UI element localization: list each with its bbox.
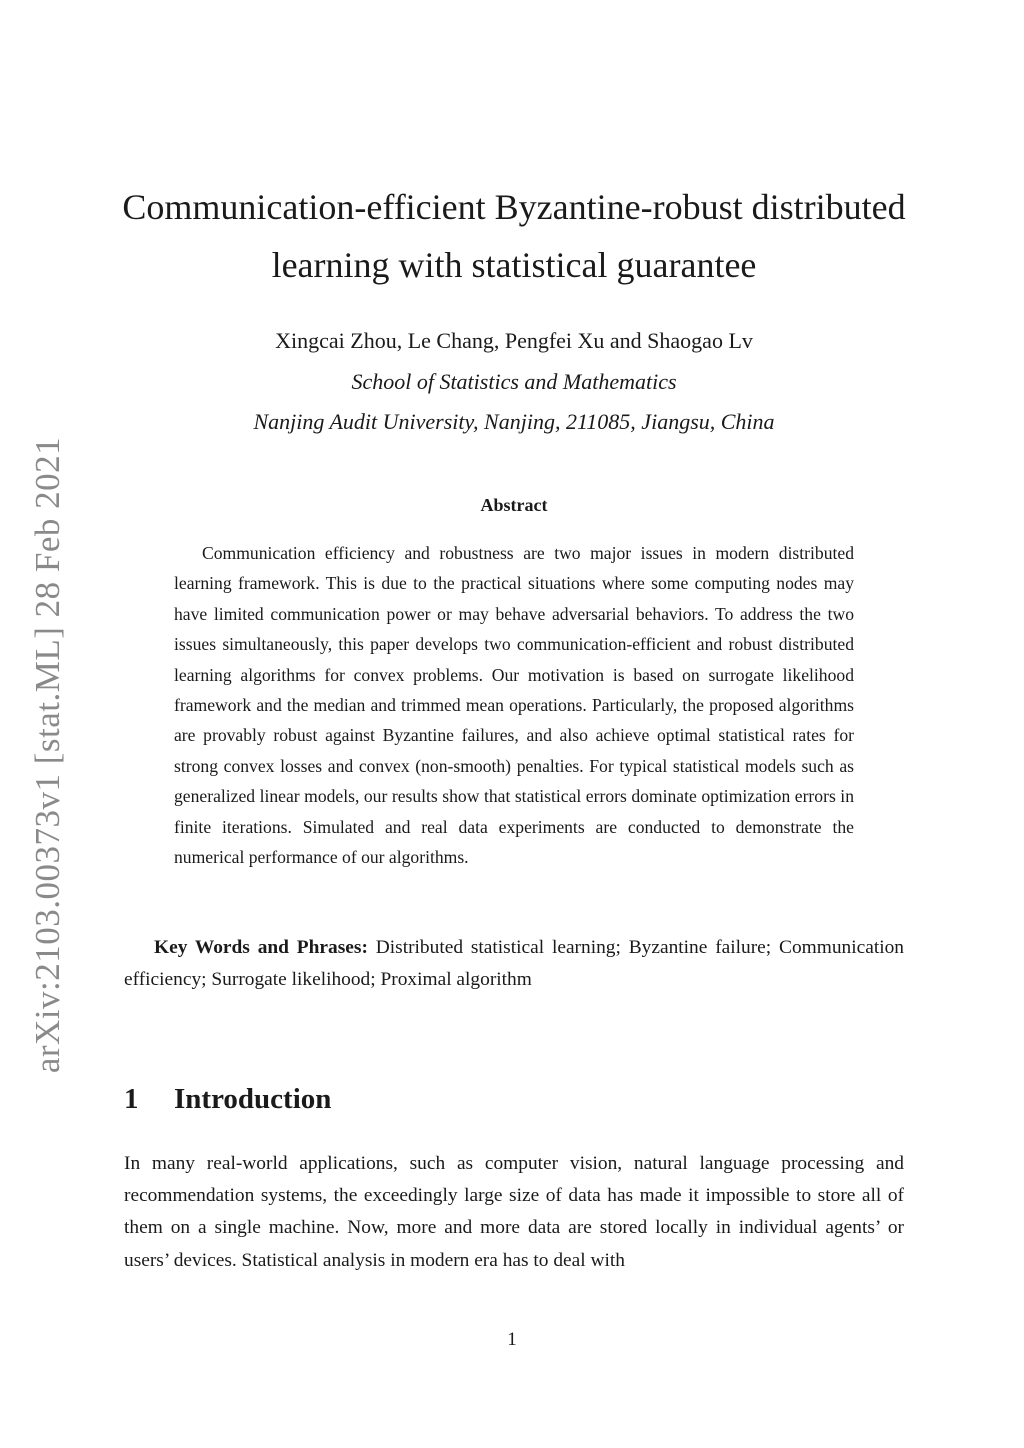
affiliation-department: School of Statistics and Mathematics <box>351 369 677 394</box>
page-number: 1 <box>507 1329 517 1350</box>
abstract-text: Communication efficiency and robustness are two major issues in modern distributed learning framework. This is due to the practical situations where some computing nodes may have limited communication power or may behave adversarial behaviors. To address the two issues simultaneously, this paper develops two communication-efficient and robust distributed learning algorithms for convex problems. Our motivation is based on surrogate likelihood framework and the median and trimmed mean operations. Particularly, the proposed algorithms are provably robust against Byzantine failures, and also achieve optimal statistical rates for strong convex losses and convex (non-smooth) penalties. For typical statistical models such as generalized linear models, our results show that statistical errors dominate optimization errors in finite iterations. Simulated and real data experiments are conducted to demonstrate the numerical performance of our algorithms. <box>174 543 854 868</box>
abstract-heading: Abstract <box>480 495 548 515</box>
paper-title: Communication-efficient Byzantine-robust distributed learning with statistical guarantee <box>122 187 906 285</box>
section-number: 1 <box>124 1083 139 1115</box>
section-title: Introduction <box>174 1083 332 1115</box>
introduction-paragraph: In many real-world applications, such as computer vision, natural language processing and recommendation systems, the exceedingly large size of data has made it impossible to store all of them on a single machine. Now, more and more data are stored locally in individual agents’ or users’ devices. Statistical analysis in modern era has to deal with <box>124 1153 904 1271</box>
keywords-label: Key Words and Phrases: <box>154 937 368 958</box>
affiliation-university: Nanjing Audit University, Nanjing, 211085, Jiangsu, China <box>253 409 775 434</box>
keywords-paragraph <box>124 932 904 996</box>
arxiv-identifier-stamp[interactable]: arXiv:2103.00373v1 [stat.ML] 28 Feb 2021 <box>28 436 67 1074</box>
section-heading-introduction <box>124 1079 331 1119</box>
author-list: Xingcai Zhou, Le Chang, Pengfei Xu and Shaogao Lv <box>275 328 753 353</box>
keywords-text: Distributed statistical learning; Byzantine failure; Communication efficiency; Surrogate likelihood; Proximal algorithm <box>124 937 904 990</box>
